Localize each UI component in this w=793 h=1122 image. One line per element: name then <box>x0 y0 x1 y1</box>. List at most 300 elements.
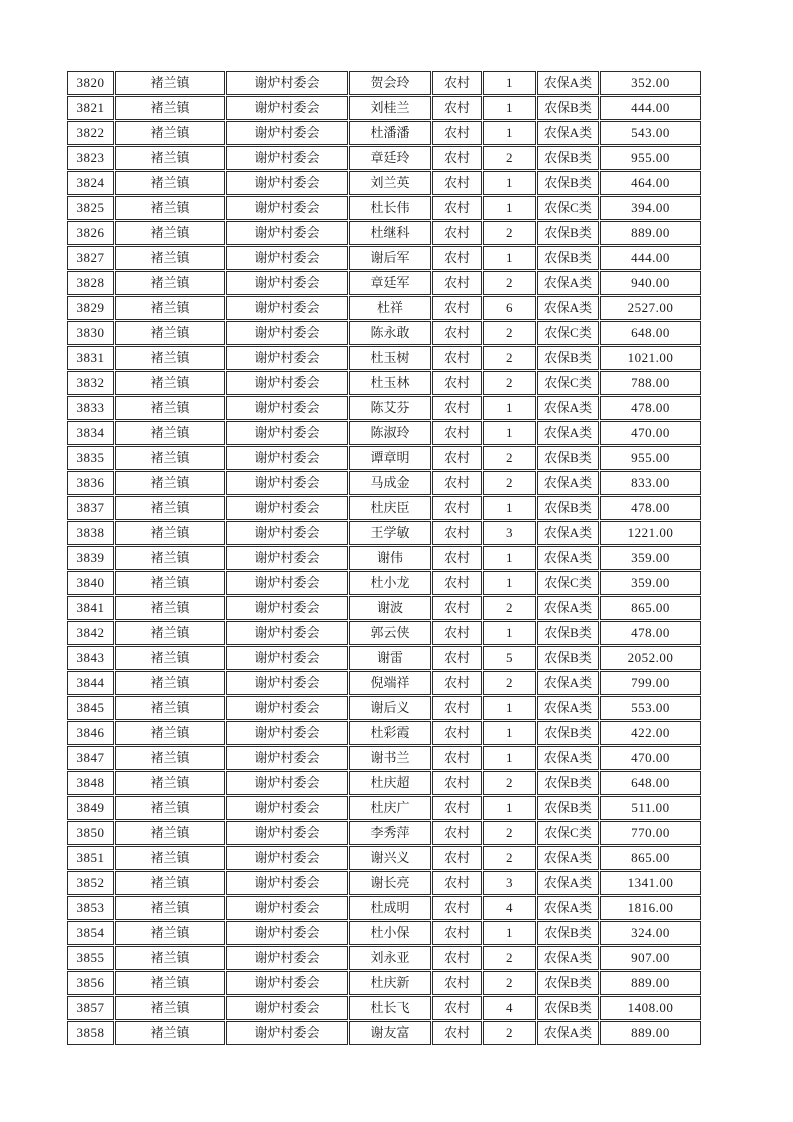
table-row <box>67 96 701 120</box>
cell-name: 谢书兰 <box>349 746 431 770</box>
cell-serial_no: 3832 <box>67 371 114 395</box>
cell-town: 褚兰镇 <box>115 346 225 370</box>
cell-village_committee: 谢炉村委会 <box>226 146 348 170</box>
cell-person_count: 1 <box>483 196 536 220</box>
cell-name: 杜长飞 <box>349 996 431 1020</box>
cell-insurance_type: 农保C类 <box>537 321 599 345</box>
cell-person_count: 1 <box>483 246 536 270</box>
cell-category: 农村 <box>432 71 482 95</box>
cell-village_committee: 谢炉村委会 <box>226 871 348 895</box>
cell-village_committee: 谢炉村委会 <box>226 421 348 445</box>
cell-person_count: 2 <box>483 971 536 995</box>
cell-village_committee: 谢炉村委会 <box>226 721 348 745</box>
cell-serial_no: 3820 <box>67 71 114 95</box>
table-row <box>67 796 701 820</box>
cell-town: 褚兰镇 <box>115 71 225 95</box>
cell-name: 刘桂兰 <box>349 96 431 120</box>
cell-amount: 833.00 <box>600 471 701 495</box>
cell-person_count: 2 <box>483 596 536 620</box>
table-row <box>67 671 701 695</box>
cell-insurance_type: 农保C类 <box>537 821 599 845</box>
cell-person_count: 1 <box>483 71 536 95</box>
cell-town: 褚兰镇 <box>115 921 225 945</box>
cell-person_count: 1 <box>483 121 536 145</box>
cell-amount: 478.00 <box>600 621 701 645</box>
cell-insurance_type: 农保B类 <box>537 971 599 995</box>
cell-name: 杜庆新 <box>349 971 431 995</box>
cell-village_committee: 谢炉村委会 <box>226 471 348 495</box>
cell-serial_no: 3845 <box>67 696 114 720</box>
table-row <box>67 821 701 845</box>
cell-serial_no: 3849 <box>67 796 114 820</box>
cell-town: 褚兰镇 <box>115 296 225 320</box>
cell-name: 杜彩霞 <box>349 721 431 745</box>
cell-person_count: 1 <box>483 396 536 420</box>
cell-town: 褚兰镇 <box>115 671 225 695</box>
cell-village_committee: 谢炉村委会 <box>226 96 348 120</box>
cell-amount: 770.00 <box>600 821 701 845</box>
cell-insurance_type: 农保B类 <box>537 446 599 470</box>
cell-serial_no: 3836 <box>67 471 114 495</box>
table-row <box>67 846 701 870</box>
cell-amount: 1408.00 <box>600 996 701 1020</box>
cell-person_count: 2 <box>483 371 536 395</box>
cell-person_count: 2 <box>483 271 536 295</box>
table-row <box>67 896 701 920</box>
cell-insurance_type: 农保A类 <box>537 546 599 570</box>
cell-name: 杜成明 <box>349 896 431 920</box>
cell-name: 王学敏 <box>349 521 431 545</box>
cell-village_committee: 谢炉村委会 <box>226 621 348 645</box>
cell-village_committee: 谢炉村委会 <box>226 371 348 395</box>
cell-amount: 359.00 <box>600 571 701 595</box>
cell-insurance_type: 农保A类 <box>537 121 599 145</box>
cell-serial_no: 3828 <box>67 271 114 295</box>
cell-category: 农村 <box>432 696 482 720</box>
cell-village_committee: 谢炉村委会 <box>226 846 348 870</box>
cell-category: 农村 <box>432 346 482 370</box>
cell-insurance_type: 农保B类 <box>537 496 599 520</box>
cell-serial_no: 3830 <box>67 321 114 345</box>
cell-town: 褚兰镇 <box>115 321 225 345</box>
cell-category: 农村 <box>432 296 482 320</box>
cell-amount: 865.00 <box>600 846 701 870</box>
cell-town: 褚兰镇 <box>115 946 225 970</box>
cell-village_committee: 谢炉村委会 <box>226 921 348 945</box>
cell-name: 谢波 <box>349 596 431 620</box>
cell-insurance_type: 农保A类 <box>537 521 599 545</box>
cell-town: 褚兰镇 <box>115 221 225 245</box>
cell-category: 农村 <box>432 221 482 245</box>
cell-person_count: 1 <box>483 721 536 745</box>
cell-village_committee: 谢炉村委会 <box>226 696 348 720</box>
cell-village_committee: 谢炉村委会 <box>226 396 348 420</box>
cell-name: 谢兴义 <box>349 846 431 870</box>
cell-insurance_type: 农保B类 <box>537 921 599 945</box>
cell-amount: 889.00 <box>600 1021 701 1045</box>
cell-name: 马成金 <box>349 471 431 495</box>
cell-category: 农村 <box>432 621 482 645</box>
cell-serial_no: 3823 <box>67 146 114 170</box>
cell-category: 农村 <box>432 796 482 820</box>
cell-category: 农村 <box>432 721 482 745</box>
cell-village_committee: 谢炉村委会 <box>226 971 348 995</box>
table-row <box>67 296 701 320</box>
cell-name: 杜玉林 <box>349 371 431 395</box>
cell-name: 谢后军 <box>349 246 431 270</box>
cell-person_count: 1 <box>483 621 536 645</box>
table-row <box>67 521 701 545</box>
cell-name: 李秀萍 <box>349 821 431 845</box>
cell-amount: 543.00 <box>600 121 701 145</box>
cell-amount: 553.00 <box>600 696 701 720</box>
cell-name: 谢后义 <box>349 696 431 720</box>
table-row <box>67 596 701 620</box>
cell-insurance_type: 农保A类 <box>537 471 599 495</box>
table-row <box>67 571 701 595</box>
cell-category: 农村 <box>432 996 482 1020</box>
cell-person_count: 2 <box>483 471 536 495</box>
table-row <box>67 946 701 970</box>
cell-serial_no: 3854 <box>67 921 114 945</box>
cell-amount: 889.00 <box>600 971 701 995</box>
cell-town: 褚兰镇 <box>115 796 225 820</box>
cell-village_committee: 谢炉村委会 <box>226 321 348 345</box>
cell-name: 谢友富 <box>349 1021 431 1045</box>
cell-amount: 788.00 <box>600 371 701 395</box>
cell-insurance_type: 农保C类 <box>537 196 599 220</box>
cell-village_committee: 谢炉村委会 <box>226 521 348 545</box>
cell-person_count: 2 <box>483 321 536 345</box>
cell-village_committee: 谢炉村委会 <box>226 821 348 845</box>
table-row <box>67 546 701 570</box>
cell-village_committee: 谢炉村委会 <box>226 296 348 320</box>
table-row <box>67 421 701 445</box>
cell-category: 农村 <box>432 871 482 895</box>
cell-town: 褚兰镇 <box>115 446 225 470</box>
cell-amount: 359.00 <box>600 546 701 570</box>
cell-serial_no: 3833 <box>67 396 114 420</box>
cell-category: 农村 <box>432 446 482 470</box>
cell-person_count: 2 <box>483 846 536 870</box>
cell-town: 褚兰镇 <box>115 721 225 745</box>
cell-insurance_type: 农保B类 <box>537 771 599 795</box>
cell-person_count: 1 <box>483 171 536 195</box>
table-row <box>67 396 701 420</box>
cell-person_count: 2 <box>483 446 536 470</box>
cell-insurance_type: 农保A类 <box>537 71 599 95</box>
cell-village_committee: 谢炉村委会 <box>226 896 348 920</box>
cell-amount: 1341.00 <box>600 871 701 895</box>
cell-serial_no: 3844 <box>67 671 114 695</box>
cell-amount: 470.00 <box>600 746 701 770</box>
cell-town: 褚兰镇 <box>115 621 225 645</box>
cell-person_count: 2 <box>483 821 536 845</box>
table-row <box>67 221 701 245</box>
cell-serial_no: 3847 <box>67 746 114 770</box>
cell-category: 农村 <box>432 546 482 570</box>
cell-person_count: 5 <box>483 646 536 670</box>
cell-name: 杜潘潘 <box>349 121 431 145</box>
cell-amount: 865.00 <box>600 596 701 620</box>
cell-serial_no: 3827 <box>67 246 114 270</box>
cell-amount: 799.00 <box>600 671 701 695</box>
cell-serial_no: 3829 <box>67 296 114 320</box>
table-row <box>67 696 701 720</box>
cell-amount: 2527.00 <box>600 296 701 320</box>
cell-name: 谭章明 <box>349 446 431 470</box>
cell-town: 褚兰镇 <box>115 821 225 845</box>
cell-town: 褚兰镇 <box>115 171 225 195</box>
cell-village_committee: 谢炉村委会 <box>226 446 348 470</box>
cell-insurance_type: 农保C类 <box>537 571 599 595</box>
cell-serial_no: 3846 <box>67 721 114 745</box>
table-row <box>67 71 701 95</box>
cell-name: 章廷玲 <box>349 146 431 170</box>
cell-insurance_type: 农保A类 <box>537 896 599 920</box>
table-row <box>67 996 701 1020</box>
cell-serial_no: 3857 <box>67 996 114 1020</box>
cell-name: 刘永亚 <box>349 946 431 970</box>
cell-amount: 394.00 <box>600 196 701 220</box>
table-row <box>67 371 701 395</box>
payment-roster-table <box>66 70 702 1046</box>
cell-village_committee: 谢炉村委会 <box>226 996 348 1020</box>
cell-amount: 352.00 <box>600 71 701 95</box>
cell-village_committee: 谢炉村委会 <box>226 496 348 520</box>
cell-village_committee: 谢炉村委会 <box>226 596 348 620</box>
cell-town: 褚兰镇 <box>115 196 225 220</box>
cell-category: 农村 <box>432 571 482 595</box>
cell-category: 农村 <box>432 946 482 970</box>
table-row <box>67 971 701 995</box>
cell-name: 杜庆广 <box>349 796 431 820</box>
cell-town: 褚兰镇 <box>115 696 225 720</box>
cell-town: 褚兰镇 <box>115 871 225 895</box>
cell-category: 农村 <box>432 396 482 420</box>
cell-serial_no: 3841 <box>67 596 114 620</box>
cell-person_count: 1 <box>483 496 536 520</box>
cell-category: 农村 <box>432 196 482 220</box>
cell-name: 倪端祥 <box>349 671 431 695</box>
table-row <box>67 321 701 345</box>
cell-village_committee: 谢炉村委会 <box>226 196 348 220</box>
cell-category: 农村 <box>432 521 482 545</box>
cell-name: 郭云侠 <box>349 621 431 645</box>
cell-serial_no: 3848 <box>67 771 114 795</box>
cell-amount: 889.00 <box>600 221 701 245</box>
cell-town: 褚兰镇 <box>115 521 225 545</box>
cell-serial_no: 3851 <box>67 846 114 870</box>
cell-amount: 2052.00 <box>600 646 701 670</box>
cell-category: 农村 <box>432 821 482 845</box>
cell-category: 农村 <box>432 146 482 170</box>
cell-amount: 1021.00 <box>600 346 701 370</box>
cell-name: 杜庆臣 <box>349 496 431 520</box>
cell-town: 褚兰镇 <box>115 421 225 445</box>
cell-insurance_type: 农保B类 <box>537 96 599 120</box>
cell-name: 谢雷 <box>349 646 431 670</box>
cell-serial_no: 3835 <box>67 446 114 470</box>
cell-person_count: 1 <box>483 571 536 595</box>
cell-village_committee: 谢炉村委会 <box>226 571 348 595</box>
cell-category: 农村 <box>432 96 482 120</box>
cell-person_count: 4 <box>483 896 536 920</box>
cell-amount: 444.00 <box>600 96 701 120</box>
cell-town: 褚兰镇 <box>115 1021 225 1045</box>
cell-category: 农村 <box>432 1021 482 1045</box>
cell-town: 褚兰镇 <box>115 996 225 1020</box>
cell-category: 农村 <box>432 246 482 270</box>
cell-insurance_type: 农保A类 <box>537 296 599 320</box>
cell-town: 褚兰镇 <box>115 471 225 495</box>
cell-serial_no: 3842 <box>67 621 114 645</box>
cell-serial_no: 3852 <box>67 871 114 895</box>
cell-insurance_type: 农保B类 <box>537 221 599 245</box>
cell-insurance_type: 农保B类 <box>537 996 599 1020</box>
cell-category: 农村 <box>432 671 482 695</box>
cell-category: 农村 <box>432 746 482 770</box>
cell-village_committee: 谢炉村委会 <box>226 796 348 820</box>
cell-category: 农村 <box>432 421 482 445</box>
cell-amount: 955.00 <box>600 146 701 170</box>
cell-name: 杜小龙 <box>349 571 431 595</box>
cell-name: 杜长伟 <box>349 196 431 220</box>
table-row <box>67 446 701 470</box>
cell-person_count: 2 <box>483 346 536 370</box>
cell-serial_no: 3838 <box>67 521 114 545</box>
cell-town: 褚兰镇 <box>115 896 225 920</box>
cell-serial_no: 3840 <box>67 571 114 595</box>
cell-town: 褚兰镇 <box>115 96 225 120</box>
cell-serial_no: 3850 <box>67 821 114 845</box>
cell-name: 刘兰英 <box>349 171 431 195</box>
cell-person_count: 1 <box>483 746 536 770</box>
cell-category: 农村 <box>432 846 482 870</box>
cell-town: 褚兰镇 <box>115 971 225 995</box>
cell-person_count: 2 <box>483 221 536 245</box>
cell-serial_no: 3843 <box>67 646 114 670</box>
table-row <box>67 471 701 495</box>
cell-insurance_type: 农保B类 <box>537 796 599 820</box>
cell-person_count: 2 <box>483 671 536 695</box>
table-row <box>67 346 701 370</box>
cell-village_committee: 谢炉村委会 <box>226 546 348 570</box>
cell-village_committee: 谢炉村委会 <box>226 171 348 195</box>
cell-person_count: 2 <box>483 1021 536 1045</box>
cell-town: 褚兰镇 <box>115 571 225 595</box>
table-row <box>67 871 701 895</box>
cell-name: 谢伟 <box>349 546 431 570</box>
cell-insurance_type: 农保A类 <box>537 746 599 770</box>
cell-town: 褚兰镇 <box>115 746 225 770</box>
cell-village_committee: 谢炉村委会 <box>226 1021 348 1045</box>
cell-person_count: 3 <box>483 871 536 895</box>
table-row <box>67 121 701 145</box>
cell-town: 褚兰镇 <box>115 646 225 670</box>
cell-town: 褚兰镇 <box>115 846 225 870</box>
cell-name: 杜玉树 <box>349 346 431 370</box>
cell-category: 农村 <box>432 896 482 920</box>
cell-village_committee: 谢炉村委会 <box>226 946 348 970</box>
cell-insurance_type: 农保A类 <box>537 421 599 445</box>
cell-person_count: 1 <box>483 421 536 445</box>
cell-amount: 940.00 <box>600 271 701 295</box>
cell-village_committee: 谢炉村委会 <box>226 121 348 145</box>
cell-insurance_type: 农保A类 <box>537 1021 599 1045</box>
table-row <box>67 621 701 645</box>
table-row <box>67 721 701 745</box>
cell-category: 农村 <box>432 971 482 995</box>
cell-name: 杜庆超 <box>349 771 431 795</box>
cell-amount: 444.00 <box>600 246 701 270</box>
cell-amount: 1816.00 <box>600 896 701 920</box>
cell-category: 农村 <box>432 271 482 295</box>
cell-town: 褚兰镇 <box>115 396 225 420</box>
cell-category: 农村 <box>432 321 482 345</box>
cell-category: 农村 <box>432 596 482 620</box>
cell-village_committee: 谢炉村委会 <box>226 746 348 770</box>
cell-category: 农村 <box>432 471 482 495</box>
cell-person_count: 3 <box>483 521 536 545</box>
cell-town: 褚兰镇 <box>115 771 225 795</box>
cell-person_count: 4 <box>483 996 536 1020</box>
table-row <box>67 921 701 945</box>
cell-insurance_type: 农保A类 <box>537 871 599 895</box>
cell-serial_no: 3856 <box>67 971 114 995</box>
cell-person_count: 1 <box>483 96 536 120</box>
cell-insurance_type: 农保B类 <box>537 146 599 170</box>
cell-insurance_type: 农保A类 <box>537 596 599 620</box>
cell-serial_no: 3858 <box>67 1021 114 1045</box>
cell-name: 杜小保 <box>349 921 431 945</box>
cell-amount: 478.00 <box>600 496 701 520</box>
cell-amount: 478.00 <box>600 396 701 420</box>
table-row <box>67 496 701 520</box>
cell-town: 褚兰镇 <box>115 146 225 170</box>
cell-amount: 324.00 <box>600 921 701 945</box>
cell-insurance_type: 农保B类 <box>537 646 599 670</box>
cell-town: 褚兰镇 <box>115 121 225 145</box>
cell-person_count: 2 <box>483 946 536 970</box>
table-row <box>67 746 701 770</box>
cell-town: 褚兰镇 <box>115 546 225 570</box>
cell-insurance_type: 农保A类 <box>537 696 599 720</box>
cell-insurance_type: 农保A类 <box>537 946 599 970</box>
cell-serial_no: 3839 <box>67 546 114 570</box>
cell-insurance_type: 农保B类 <box>537 246 599 270</box>
cell-amount: 1221.00 <box>600 521 701 545</box>
cell-insurance_type: 农保A类 <box>537 671 599 695</box>
cell-name: 谢长亮 <box>349 871 431 895</box>
table-row <box>67 171 701 195</box>
cell-village_committee: 谢炉村委会 <box>226 646 348 670</box>
cell-village_committee: 谢炉村委会 <box>226 771 348 795</box>
cell-category: 农村 <box>432 171 482 195</box>
cell-person_count: 1 <box>483 796 536 820</box>
cell-amount: 470.00 <box>600 421 701 445</box>
cell-village_committee: 谢炉村委会 <box>226 346 348 370</box>
cell-name: 章廷军 <box>349 271 431 295</box>
cell-person_count: 1 <box>483 696 536 720</box>
table-row <box>67 246 701 270</box>
cell-name: 陈淑玲 <box>349 421 431 445</box>
cell-person_count: 2 <box>483 771 536 795</box>
cell-insurance_type: 农保A类 <box>537 271 599 295</box>
cell-serial_no: 3826 <box>67 221 114 245</box>
cell-category: 农村 <box>432 121 482 145</box>
cell-amount: 511.00 <box>600 796 701 820</box>
